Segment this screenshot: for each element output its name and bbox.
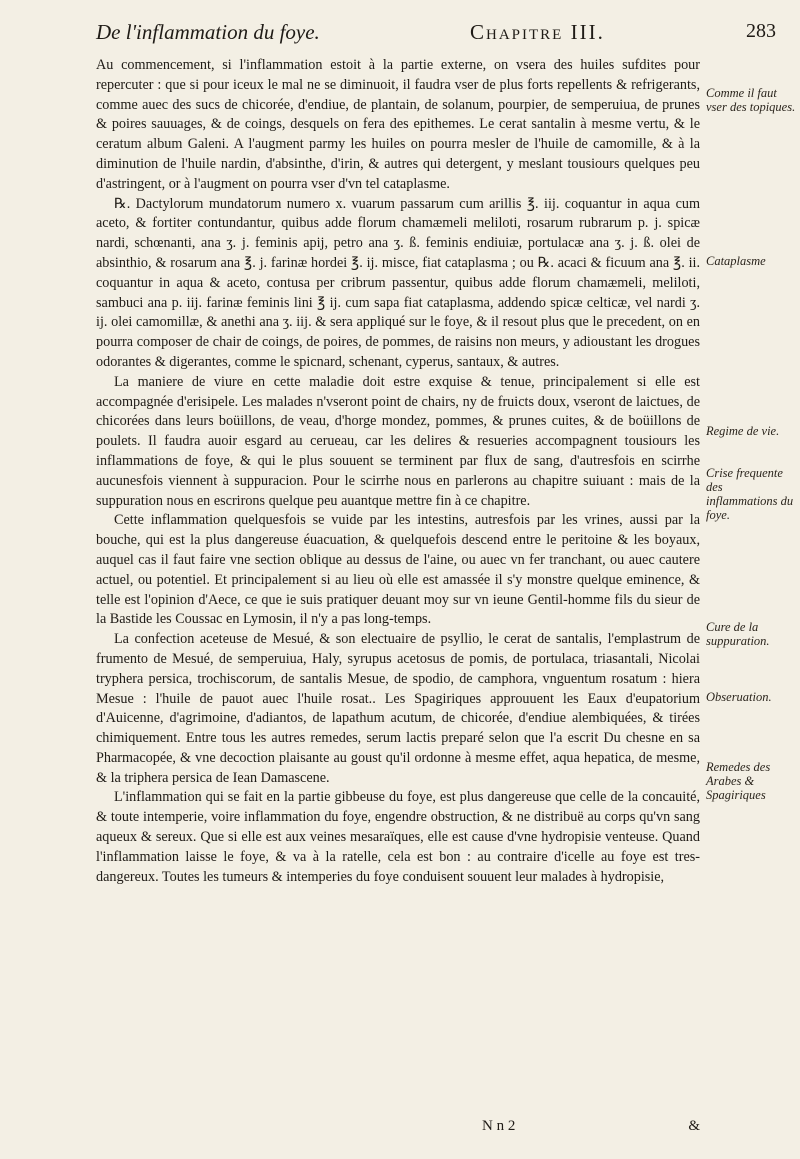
running-title: De l'inflammation du foye.: [96, 20, 320, 44]
margin-note-remedes: Remedes des Arabes & Spagiriques: [706, 760, 771, 802]
main-text: [96, 56, 700, 887]
margin-note-topiques: Comme il faut vser des topiques.: [706, 86, 796, 114]
margin-note-cure: Cure de la suppuration.: [706, 620, 770, 648]
margin-note-observation: Obseruation.: [706, 690, 772, 704]
margin-note-crise: Crise frequente des inflammations du foye.: [706, 466, 794, 522]
running-header: [96, 18, 776, 52]
page-footer: [96, 1118, 700, 1140]
paragraph-topiques: Au commencement, si l'inflammation estoit à la partie externe, on vsera des huiles sufdites pour repercuter : que si pour iceux le mal ne se diminuoit, il faudra vser de plus forts repellents & refrigerants, comme auec des sucs de chicorée, d'endiue, de plantain, de solanum, pourpier, de semperuiua, de prunes & poires sauuages, & de coings, desquels on fera des epithemes. Le cerat santalin à mesme vertu, & le ceratum album Galeni. A l'augment parmy les huiles on pourra mesler de l'huile de camomille, & à la diminution de l'huile nardin, d'absinthe, d'irin, & autres qui detergent, y meslant tousiours quelques peu d'astringent, or à l'augment on pourra vser d'vn tel cataplasme.: [96, 57, 700, 192]
paragraph-gibbeuse: L'inflammation qui se fait en la partie gibbeuse du foye, est plus dangereuse que celle de la concauité, & toute intemperie, voire inflammation du foye, engendre obstruction, & ne distribuë au corps qu'vn sang aqueux & sereux. Que si elle est aux veines mesaraïques, elle est cause d'vne hydropisie venteuse. Quand l'inflammation laisse le foye, & va à la ratelle, cela est bon : au contraire d'icelle au foye est tres-dangereux. Toutes les tumeurs & intemperies du foye conduisent souuent leur malades à hydropisie,: [96, 789, 700, 885]
margin-note-regime: Regime de vie.: [706, 424, 780, 438]
catchword: &: [688, 1118, 700, 1134]
paragraph-remedes: La confection aceteuse de Mesué, & son electuaire de psyllio, le cerat de santalis, l'emplastrum de frumento de Mesué, de semperuiua, Haly, syrupus acetosus de pomis, de portulaca, triasantali, Nicolai tryphera persica, trochiscorum, de santalis Mesue, de spodio, de camphora, vnguentum rosatum : hiera Mesue : l'huile de pauot auec l'huile rosat.. Les Spagiriques approuuent les Eaux d'eupatorium d'Auicenne, d'agrimoine, d'adiantos, de lapathum acutum, de chicorée, d'endiue alembiquées, & tirées chimiquement. Entre tous les autres remedes, serum lactis preparé selon que l'a escrit Du chesne en sa Pharmacopée, & vne decoction plaisante au goust qu'il ordonne à mesme effet, aqua hepatica, de mesme, & la triphera persica de Iean Damascene.: [96, 631, 700, 786]
page-number: 283: [746, 20, 776, 42]
paragraph-suppuration: Cette inflammation quelquesfois se vuide par les intestins, autresfois par les vrines, aussi par la bouche, qui est la plus dangereuse éuacuation, & quelquefois descend entre le peritoine & les boyaux, auquel cas il faut faire vne section oblique au dessus de l'aine, ou auec vn fer tranchant, ou auec cautere actuel, ou potentiel. Et principalement si au lieu où elle est amassée il s'y monstre quelque eminence, & telle est l'opinion d'Aece, ce que ie suis pratiquer deuant moy sur vn ieune Gentil-homme fils du sieur de la Bastide les Coussac en Lymosin, il n'y a pas long-temps.: [96, 512, 700, 628]
paragraph-cataplasme: ℞. Dactylorum mundatorum numero x. vuarum passarum cum arillis ℥. iij. coquantur in aqua cum aceto, & fortiter contundantur, quibus adde florum chamæmeli meliloti, rosarum rubrarum p. j. spicæ nardi, schœnanti, ana ʒ. j. feminis apij, petro ana ʒ. ß. feminis endiuiæ, portulacæ ana ʒ. j. ß. olei de absinthio, & rosarum ana ℥. j. farinæ hordei ℥. ij. misce, fiat cataplasma ; ou ℞. acaci & ficuum ana ℥. ii. coquantur in aqua & aceto, contusa per cribrum passentur, quibus adde florum chamæmeli, meliloti, sambuci ana p. iij. farinæ feminis lini ℥ ij. cum sapa fiat cataplasma, addendo spicæ celticæ, vel nardi ʒ. ij. olei camomillæ, & anethi ana ʒ. iij. & sera appliqué sur le foye, & il resout plus que le precedent, on en pourra composer de chair de coings, de poires, de pommes, de raisins non meurs, y adioustant les drogues odorantes & digerantes, comme le spicnard, schenant, cyperus, santaux, & autres.: [96, 195, 700, 370]
paragraph-regime: La maniere de viure en cette maladie doit estre exquise & tenue, principalement si elle est accompagnée d'erisipele. Les malades n'vseront point de chairs, ny de fruicts doux, vseront de laictues, de chicorées dans leurs boüillons, de veau, d'horge mondez, pommes, & prunes cuites, & de boüillons de poulets. Il faudra auoir esgard au cerueau, car les delires & resueries accompagnent tousiours les inflammations de foye, & qui le plus souuent se terminent par flux de sang, d'autresfois en scirrhe aucunesfois viennent à suppuracion. Pour le scirrhe nous en parlerons au chapitre suiuant : mais de la suppuration nous en escrirons quelque peu auantque mettre fin à ce chapitre.: [96, 373, 700, 509]
chapter-heading: Chapitre III.: [470, 20, 605, 44]
signature-mark: N n 2: [482, 1118, 516, 1134]
margin-note-cataplasme: Cataplasme: [706, 254, 766, 268]
